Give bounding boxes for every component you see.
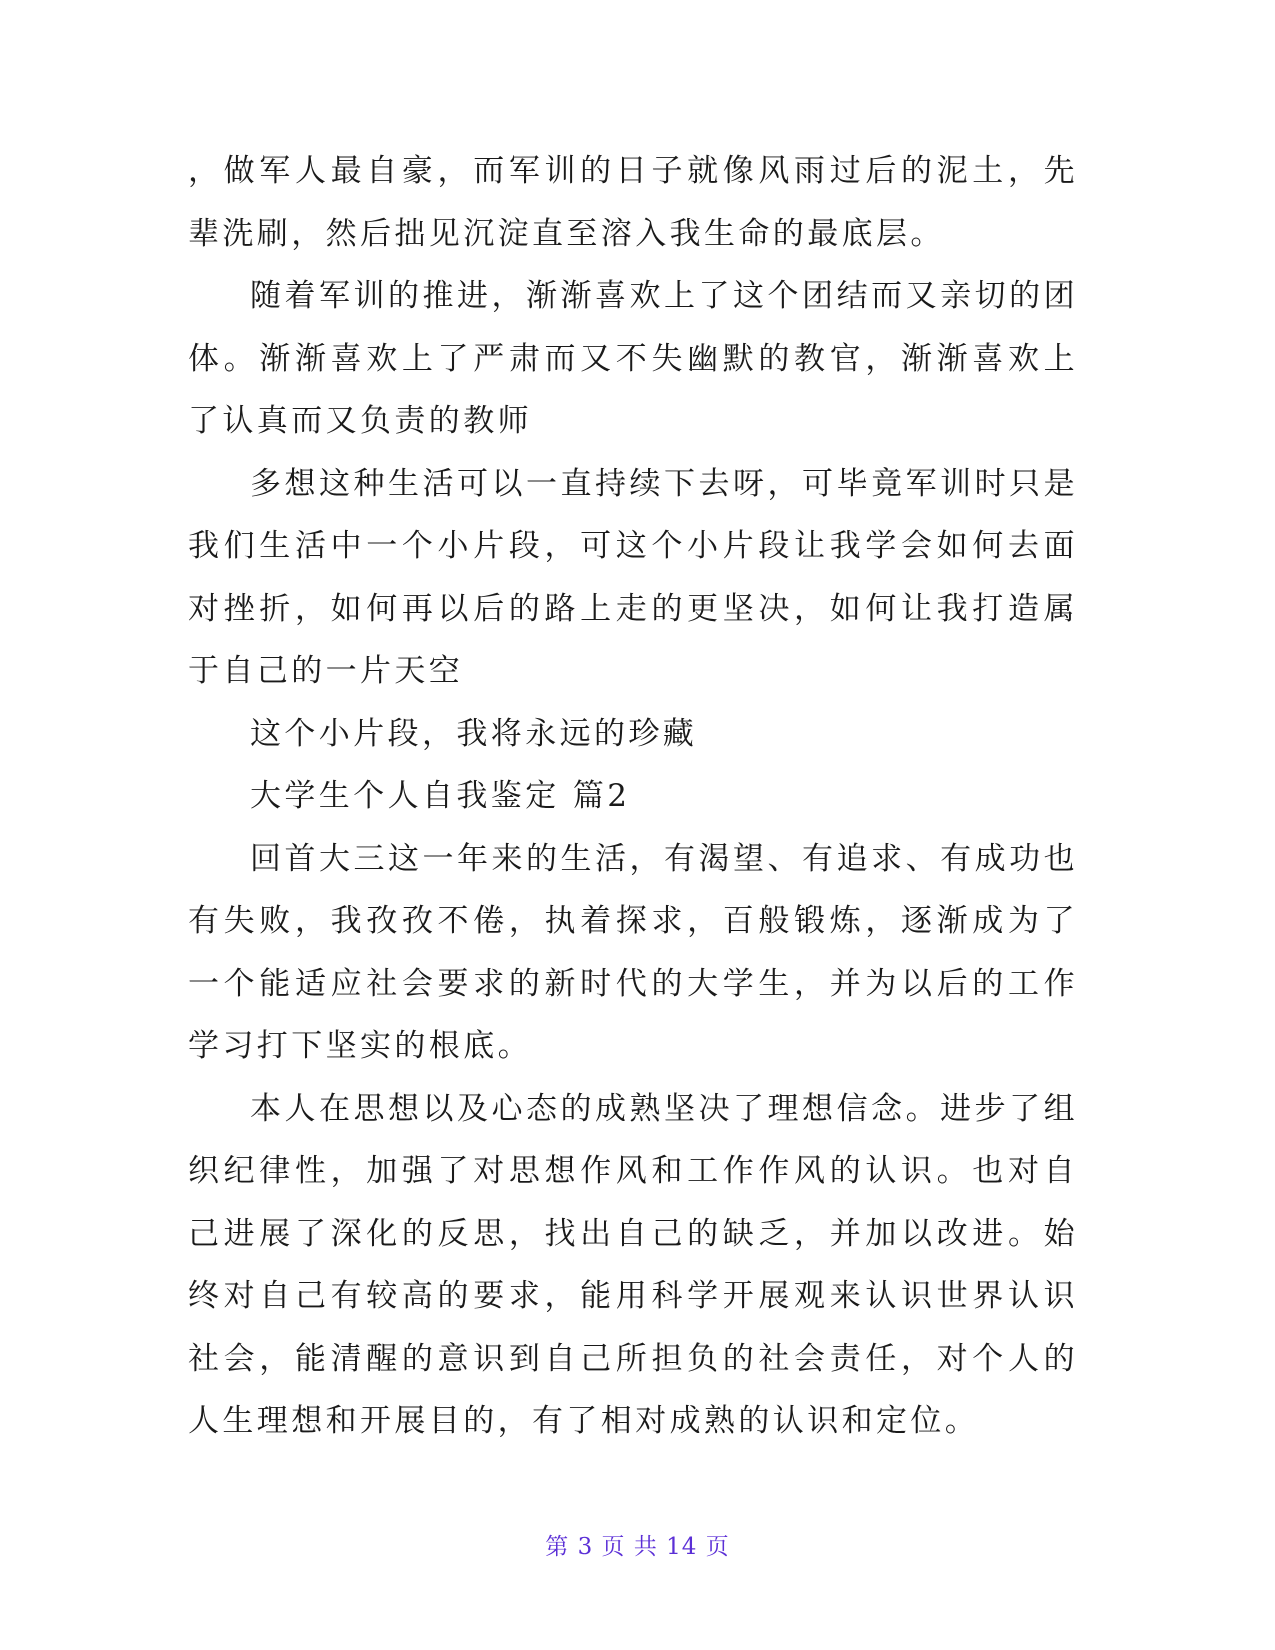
- page-footer: [0, 1528, 1275, 1561]
- paragraph-3: 多想这种生活可以一直持续下去呀，可毕竟军训时只是我们生活中一个小片段，可这个小片段让我学会如何去面对挫折，如何再以后的路上走的更坚决，如何让我打造属于自己的一片天空: [188, 465, 1078, 689]
- paragraph-6: 回首大三这一年来的生活，有渴望、有追求、有成功也有失败，我孜孜不倦，执着探求，百般锻炼，逐渐成为了一个能适应社会要求的新时代的大学生，并为以后的工作学习打下坚实的根底。: [188, 840, 1078, 1064]
- paragraph-4: 这个小片段，我将永远的珍藏: [250, 715, 698, 752]
- document-body: [188, 140, 1078, 1453]
- paragraph-2: 随着军训的推进，渐渐喜欢上了这个团结而又亲切的团体。渐渐喜欢上了严肃而又不失幽默的教官，渐渐喜欢上了认真而又负责的教师: [188, 278, 1078, 439]
- page-number: 第 3 页 共 14 页: [545, 1534, 730, 1560]
- paragraph-7: 本人在思想以及心态的成熟坚决了理想信念。进步了组织纪律性，加强了对思想作风和工作作风的认识。也对自己进展了深化的反思，找出自己的缺乏，并加以改进。始终对自己有较高的要求，能用科学开展观来认识世界认识社会，能清醒的意识到自己所担负的社会责任，对个人的人生理想和开展目的，有了相对成熟的认识和定位。: [188, 1090, 1078, 1439]
- section-heading: 大学生个人自我鉴定 篇2: [250, 778, 631, 814]
- paragraph-1: ，做军人最自豪，而军训的日子就像风雨过后的泥土，先辈洗刷，然后拙见沉淀直至溶入我生命的最底层。: [188, 153, 1078, 252]
